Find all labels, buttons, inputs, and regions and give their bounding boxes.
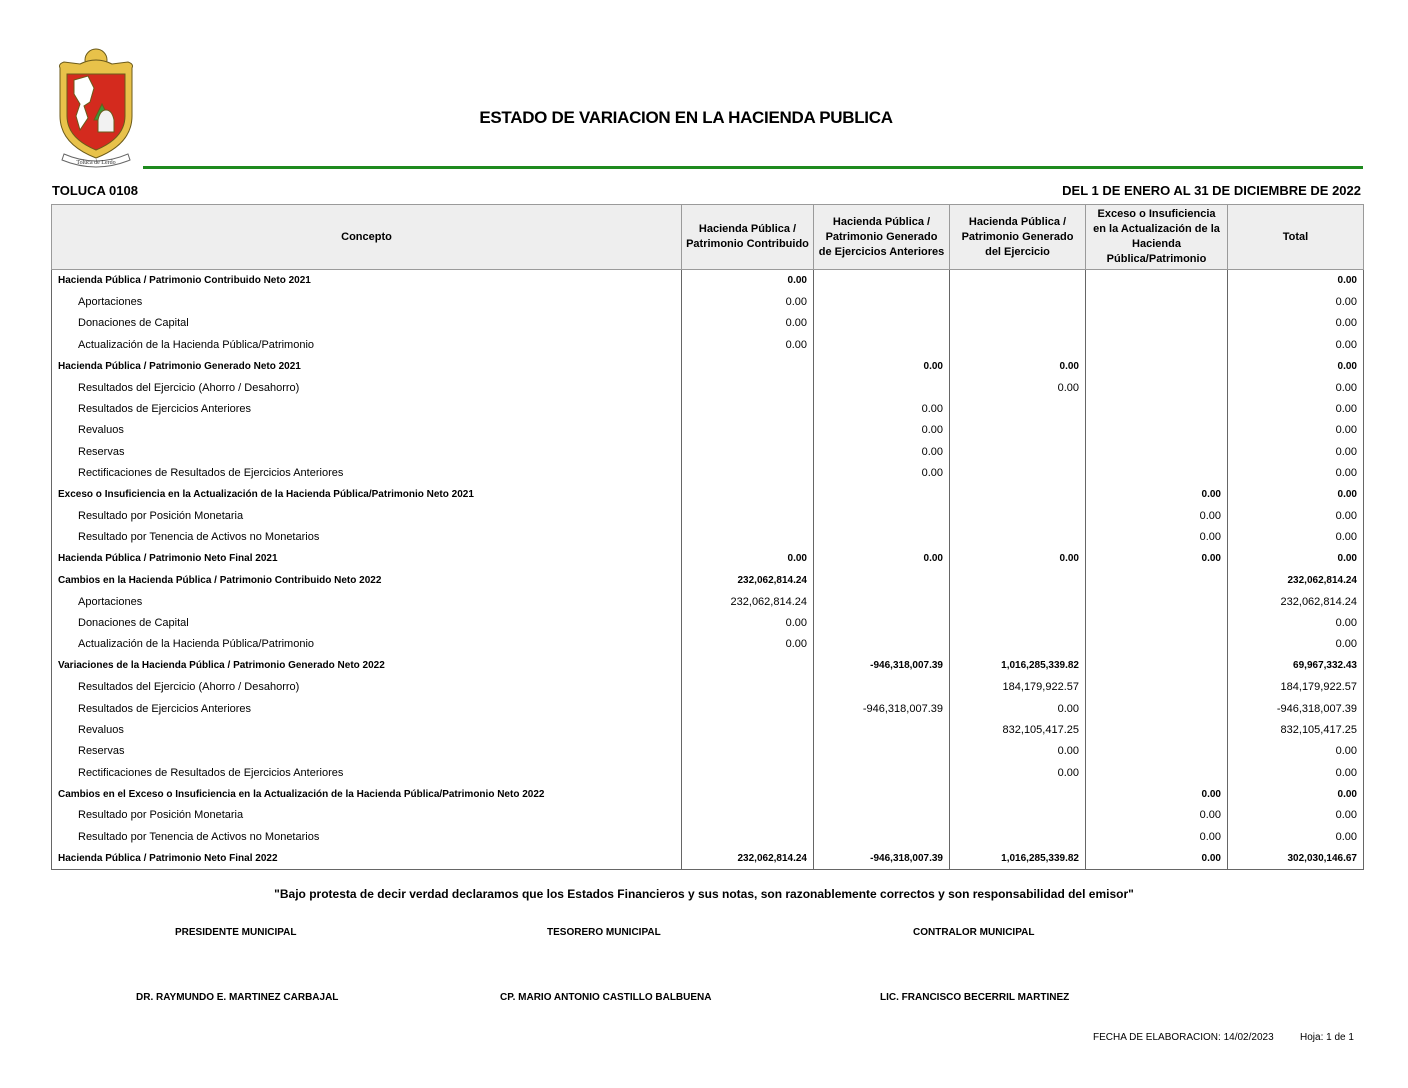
column-header: Hacienda Pública / Patrimonio Generado del Ejercicio <box>950 205 1086 270</box>
row-value <box>682 741 814 762</box>
row-value <box>682 826 814 847</box>
column-header: Concepto <box>52 205 682 270</box>
row-value: 0.00 <box>1228 334 1364 355</box>
table-body <box>52 270 1364 870</box>
row-value: 0.00 <box>1228 741 1364 762</box>
row-value <box>814 334 950 355</box>
logo-motto: Toluca de Lerdo <box>76 160 116 166</box>
table-row <box>52 505 1364 526</box>
row-value: 832,105,417.25 <box>950 719 1086 740</box>
table-row <box>52 527 1364 548</box>
column-header: Hacienda Pública / Patrimonio Contribuido <box>682 205 814 270</box>
row-value: 302,030,146.67 <box>1228 848 1364 870</box>
row-concept: Donaciones de Capital <box>52 612 682 633</box>
table-row <box>52 270 1364 292</box>
row-value <box>1086 569 1228 590</box>
table-row <box>52 548 1364 569</box>
row-value <box>1086 463 1228 484</box>
row-value: 0.00 <box>950 762 1086 783</box>
row-value <box>1086 719 1228 740</box>
table-row <box>52 356 1364 377</box>
row-value <box>814 676 950 697</box>
row-value: 0.00 <box>1228 420 1364 441</box>
row-concept: Actualización de la Hacienda Pública/Patrimonio <box>52 634 682 655</box>
row-value <box>950 634 1086 655</box>
row-value: 0.00 <box>1228 441 1364 462</box>
table-row <box>52 334 1364 355</box>
row-value <box>950 334 1086 355</box>
row-value <box>682 655 814 676</box>
row-concept: Reservas <box>52 441 682 462</box>
table-row <box>52 398 1364 419</box>
row-value <box>682 398 814 419</box>
row-value: 0.00 <box>1228 762 1364 783</box>
row-concept: Revaluos <box>52 719 682 740</box>
row-value <box>682 484 814 505</box>
row-value <box>950 612 1086 633</box>
row-value <box>682 676 814 697</box>
row-value <box>950 805 1086 826</box>
table-row <box>52 762 1364 783</box>
row-value: 0.00 <box>814 548 950 569</box>
row-value: 0.00 <box>1228 612 1364 633</box>
row-value <box>814 505 950 526</box>
row-value <box>1086 313 1228 334</box>
row-value: 0.00 <box>950 698 1086 719</box>
row-value <box>814 270 950 292</box>
row-value <box>814 762 950 783</box>
row-value <box>682 505 814 526</box>
row-value <box>950 505 1086 526</box>
row-concept: Resultados del Ejercicio (Ahorro / Desahorro) <box>52 676 682 697</box>
row-concept: Aportaciones <box>52 591 682 612</box>
row-concept: Rectificaciones de Resultados de Ejercicios Anteriores <box>52 762 682 783</box>
row-value: 184,179,922.57 <box>950 676 1086 697</box>
row-value <box>950 826 1086 847</box>
row-value: 0.00 <box>814 420 950 441</box>
row-value <box>682 463 814 484</box>
table-row <box>52 698 1364 719</box>
table-row <box>52 377 1364 398</box>
row-value: 0.00 <box>1228 783 1364 804</box>
table-header-row <box>52 205 1364 270</box>
row-value <box>682 762 814 783</box>
table-row <box>52 484 1364 505</box>
row-value <box>814 741 950 762</box>
row-value <box>814 634 950 655</box>
row-value <box>950 463 1086 484</box>
row-value: 0.00 <box>1228 377 1364 398</box>
row-value: 232,062,814.24 <box>682 569 814 590</box>
row-value <box>1086 676 1228 697</box>
row-value <box>682 783 814 804</box>
row-value: 0.00 <box>682 612 814 633</box>
row-value <box>814 291 950 312</box>
column-header: Total <box>1228 205 1364 270</box>
row-value: 0.00 <box>950 377 1086 398</box>
row-value: -946,318,007.39 <box>814 698 950 719</box>
row-value <box>682 698 814 719</box>
row-value <box>814 826 950 847</box>
row-value <box>1086 741 1228 762</box>
row-value: 0.00 <box>1228 505 1364 526</box>
row-value <box>1086 762 1228 783</box>
row-value: 0.00 <box>1086 826 1228 847</box>
entity-label: TOLUCA 0108 <box>52 183 138 198</box>
row-value <box>682 527 814 548</box>
row-value: 0.00 <box>950 741 1086 762</box>
row-value <box>814 377 950 398</box>
row-concept: Exceso o Insuficiencia en la Actualización de la Hacienda Pública/Patrimonio Neto 2021 <box>52 484 682 505</box>
row-value: 0.00 <box>682 548 814 569</box>
table-row <box>52 676 1364 697</box>
elaboration-date: FECHA DE ELABORACION: 14/02/2023 <box>1093 1032 1274 1043</box>
row-value: 0.00 <box>682 313 814 334</box>
row-value: 0.00 <box>1086 805 1228 826</box>
row-value: 0.00 <box>1228 356 1364 377</box>
row-value: 1,016,285,339.82 <box>950 848 1086 870</box>
row-value: 0.00 <box>1086 848 1228 870</box>
table-row <box>52 805 1364 826</box>
row-concept: Variaciones de la Hacienda Pública / Patrimonio Generado Neto 2022 <box>52 655 682 676</box>
page-number: Hoja: 1 de 1 <box>1300 1032 1354 1043</box>
table-row <box>52 441 1364 462</box>
row-concept: Resultado por Tenencia de Activos no Monetarios <box>52 826 682 847</box>
row-value <box>1086 291 1228 312</box>
table-row <box>52 741 1364 762</box>
row-concept: Cambios en la Hacienda Pública / Patrimonio Contribuido Neto 2022 <box>52 569 682 590</box>
row-value <box>814 719 950 740</box>
row-value <box>950 398 1086 419</box>
row-value: 69,967,332.43 <box>1228 655 1364 676</box>
table-row <box>52 291 1364 312</box>
row-concept: Hacienda Pública / Patrimonio Generado Neto 2021 <box>52 356 682 377</box>
row-value <box>950 270 1086 292</box>
table-row <box>52 655 1364 676</box>
signature-name-president: DR. RAYMUNDO E. MARTINEZ CARBAJAL <box>136 992 339 1003</box>
row-value: 232,062,814.24 <box>1228 569 1364 590</box>
row-value: 0.00 <box>814 356 950 377</box>
row-value <box>814 313 950 334</box>
row-concept: Revaluos <box>52 420 682 441</box>
row-value <box>682 441 814 462</box>
row-concept: Resultado por Posición Monetaria <box>52 505 682 526</box>
row-value <box>682 719 814 740</box>
report-title: ESTADO DE VARIACION EN LA HACIENDA PUBLICA <box>479 108 893 127</box>
row-concept: Donaciones de Capital <box>52 313 682 334</box>
table-row <box>52 591 1364 612</box>
row-value: 0.00 <box>1228 548 1364 569</box>
row-value: 0.00 <box>682 291 814 312</box>
row-value <box>1086 398 1228 419</box>
row-value: 1,016,285,339.82 <box>950 655 1086 676</box>
row-value <box>1086 334 1228 355</box>
row-concept: Cambios en el Exceso o Insuficiencia en la Actualización de la Hacienda Pública/Patrimonio Neto 2022 <box>52 783 682 804</box>
row-concept: Resultados de Ejercicios Anteriores <box>52 398 682 419</box>
row-value <box>814 569 950 590</box>
row-value: 0.00 <box>682 634 814 655</box>
row-value <box>1086 655 1228 676</box>
variation-table <box>51 204 1364 870</box>
row-value <box>682 420 814 441</box>
row-value: -946,318,007.39 <box>814 655 950 676</box>
row-value <box>1086 377 1228 398</box>
row-value <box>682 377 814 398</box>
row-value: 832,105,417.25 <box>1228 719 1364 740</box>
row-value: 0.00 <box>1228 270 1364 292</box>
column-header: Hacienda Pública / Patrimonio Generado de Ejercicios Anteriores <box>814 205 950 270</box>
table-row <box>52 848 1364 870</box>
row-value <box>814 484 950 505</box>
row-value: 0.00 <box>950 356 1086 377</box>
row-value: 0.00 <box>682 270 814 292</box>
table-row <box>52 569 1364 590</box>
row-value <box>814 783 950 804</box>
row-concept: Resultados del Ejercicio (Ahorro / Desahorro) <box>52 377 682 398</box>
row-value: 0.00 <box>1228 826 1364 847</box>
row-value: 232,062,814.24 <box>1228 591 1364 612</box>
row-value <box>814 805 950 826</box>
row-value <box>1086 698 1228 719</box>
table-row <box>52 463 1364 484</box>
column-header: Exceso o Insuficiencia en la Actualización de la Hacienda Pública/Patrimonio <box>1086 205 1228 270</box>
row-value: 0.00 <box>1228 398 1364 419</box>
signature-role-treasurer: TESORERO MUNICIPAL <box>547 927 661 938</box>
row-value: 0.00 <box>1086 527 1228 548</box>
row-value: 0.00 <box>814 463 950 484</box>
row-value <box>814 612 950 633</box>
row-value: 0.00 <box>682 334 814 355</box>
row-concept: Resultado por Tenencia de Activos no Monetarios <box>52 527 682 548</box>
row-value <box>950 569 1086 590</box>
row-value: 0.00 <box>1086 548 1228 569</box>
row-value <box>682 356 814 377</box>
table-row <box>52 313 1364 334</box>
row-value: 232,062,814.24 <box>682 591 814 612</box>
row-value: 0.00 <box>950 548 1086 569</box>
row-value <box>1086 441 1228 462</box>
row-value <box>950 527 1086 548</box>
row-value <box>1086 612 1228 633</box>
row-value: 0.00 <box>1228 313 1364 334</box>
table-row <box>52 420 1364 441</box>
table-row <box>52 783 1364 804</box>
row-value <box>1086 356 1228 377</box>
row-value: 0.00 <box>1228 805 1364 826</box>
row-value <box>950 484 1086 505</box>
row-value <box>682 805 814 826</box>
row-concept: Aportaciones <box>52 291 682 312</box>
row-value <box>814 591 950 612</box>
table-row <box>52 634 1364 655</box>
row-value: 0.00 <box>1086 783 1228 804</box>
title-divider <box>143 166 1363 169</box>
row-value: 232,062,814.24 <box>682 848 814 870</box>
row-value: 0.00 <box>1086 505 1228 526</box>
table-row <box>52 826 1364 847</box>
period-label: DEL 1 DE ENERO AL 31 DE DICIEMBRE DE 2022 <box>1062 183 1361 198</box>
protest-statement: "Bajo protesta de decir verdad declaramos que los Estados Financieros y sus notas, son razonablemente correctos y son responsabilidad del emisor" <box>274 887 1134 901</box>
row-value <box>950 420 1086 441</box>
signature-name-comptroller: LIC. FRANCISCO BECERRIL MARTINEZ <box>880 992 1070 1003</box>
row-value <box>1086 420 1228 441</box>
row-value <box>950 313 1086 334</box>
row-value: 0.00 <box>1228 291 1364 312</box>
row-value <box>950 441 1086 462</box>
signature-role-president: PRESIDENTE MUNICIPAL <box>175 927 297 938</box>
row-value: -946,318,007.39 <box>814 848 950 870</box>
row-value <box>1086 270 1228 292</box>
row-value: 0.00 <box>1228 527 1364 548</box>
table-row <box>52 719 1364 740</box>
row-concept: Hacienda Pública / Patrimonio Neto Final 2022 <box>52 848 682 870</box>
table-row <box>52 612 1364 633</box>
row-value <box>1086 634 1228 655</box>
row-value: 0.00 <box>1086 484 1228 505</box>
row-concept: Rectificaciones de Resultados de Ejercicios Anteriores <box>52 463 682 484</box>
row-value: 0.00 <box>1228 634 1364 655</box>
row-value <box>950 591 1086 612</box>
row-value: 0.00 <box>814 398 950 419</box>
row-concept: Resultado por Posición Monetaria <box>52 805 682 826</box>
row-concept: Reservas <box>52 741 682 762</box>
signature-role-comptroller: CONTRALOR MUNICIPAL <box>913 927 1035 938</box>
row-value <box>950 291 1086 312</box>
row-value: 184,179,922.57 <box>1228 676 1364 697</box>
row-value <box>1086 591 1228 612</box>
row-value: 0.00 <box>1228 484 1364 505</box>
row-value: -946,318,007.39 <box>1228 698 1364 719</box>
row-value: 0.00 <box>814 441 950 462</box>
row-concept: Hacienda Pública / Patrimonio Neto Final 2021 <box>52 548 682 569</box>
row-value <box>950 783 1086 804</box>
row-concept: Actualización de la Hacienda Pública/Patrimonio <box>52 334 682 355</box>
row-concept: Hacienda Pública / Patrimonio Contribuido Neto 2021 <box>52 270 682 292</box>
row-value: 0.00 <box>1228 463 1364 484</box>
signature-name-treasurer: CP. MARIO ANTONIO CASTILLO BALBUENA <box>500 992 712 1003</box>
row-value <box>814 527 950 548</box>
row-concept: Resultados de Ejercicios Anteriores <box>52 698 682 719</box>
